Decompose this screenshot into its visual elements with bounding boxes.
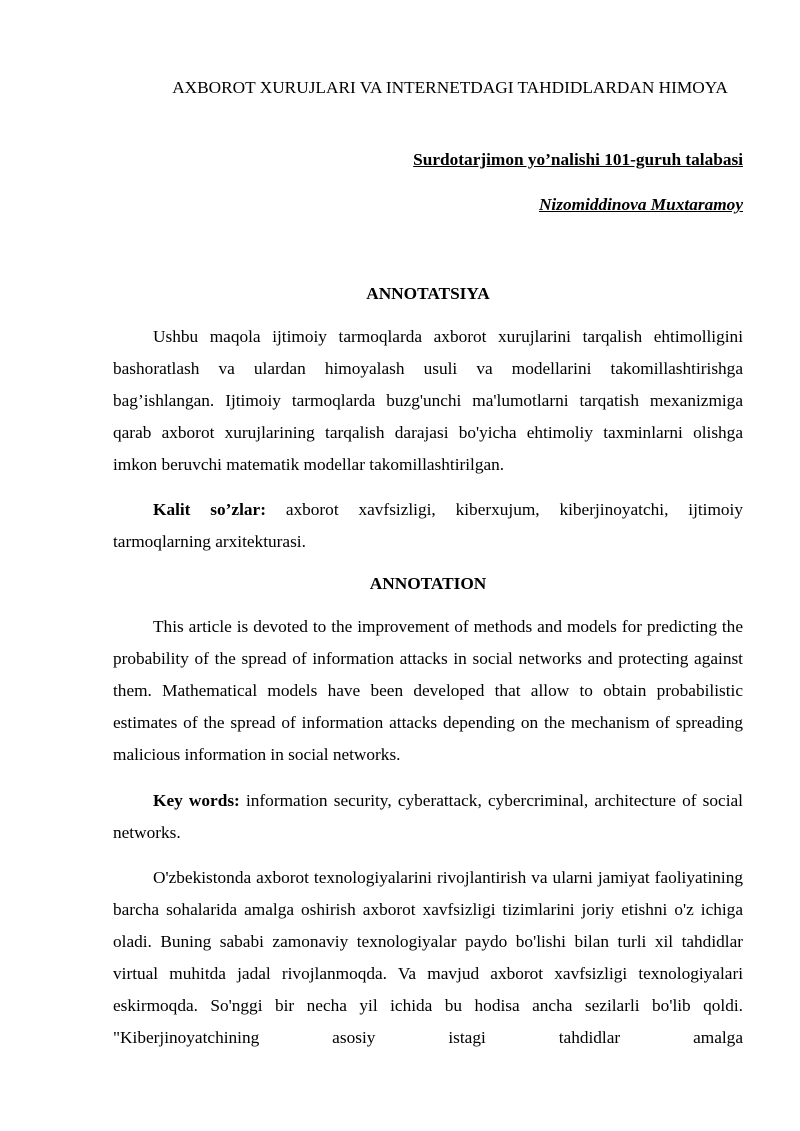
- key-words-text: information security, cyberattack, cybercriminal, architecture of social networks.: [113, 791, 743, 842]
- annotatsiya-paragraph: Ushbu maqola ijtimoiy tarmoqlarda axborot xurujlarini tarqalish ehtimolligini bashoratlash va ulardan himoyalash usuli va modellarini takomillashtirishga bag’ishlangan. Ijtimoiy tarmoqlarda buzg'unchi ma'lumotlarni tarqatish mexanizmiga qarab axborot xurujlarining tarqalish darajasi bo'yicha ehtimoliy taxminlarni olishga imkon beruvchi matematik modellar takomillashtirilgan.: [113, 327, 743, 474]
- annotation-heading: ANNOTATION: [369, 574, 487, 593]
- body-paragraph: O'zbekistonda axborot texnologiyalarini rivojlantirish va ularni jamiyat faoliyatining barcha sohalarida amalga oshirish axborot xavfsizligi tizimlarini joriy etishni o'z ichiga oladi. Buning sababi zamonaviy texnologiyalar paydo bo'lishi bilan turli xil tahdidlar virtual muhitda jadal rivojlanmoqda. Va mavjud axborot xavfsizligi texnologiyalari eskirmoqda. So'nggi bir necha yil ichida bu hodisa ancha sezilarli bo'lib qoldi. "Kiberjinoyatchining asosiy istagi tahdidlar amalga: [113, 868, 743, 1047]
- kalit-sozlar-label: Kalit so’zlar:: [153, 500, 266, 519]
- annotatsiya-heading: ANNOTATSIYA: [366, 284, 490, 303]
- author-affiliation: Surdotarjimon yo’nalishi 101-guruh talabasi: [413, 150, 743, 169]
- kalit-sozlar-text: axborot xavfsizligi, kiberxujum, kiberjinoyatchi, ijtimoiy tarmoqlarning arxitekturasi.: [113, 500, 743, 551]
- key-words-paragraph: [113, 785, 743, 849]
- key-words-label: Key words:: [153, 791, 240, 810]
- kalit-sozlar-paragraph: [113, 494, 743, 558]
- annotation-paragraph: This article is devoted to the improvement of methods and models for predicting the probability of the spread of information attacks in social networks and protecting against them. Mathematical models have been developed that allow to obtain probabilistic estimates of the spread of information attacks depending on the mechanism of spreading malicious information in social networks.: [113, 617, 743, 764]
- author-name: Nizomiddinova Muxtaramoy: [538, 195, 743, 214]
- article-title: AXBOROT XURUJLARI VA INTERNETDAGI TAHDIDLARDAN HIMOYA: [172, 78, 728, 97]
